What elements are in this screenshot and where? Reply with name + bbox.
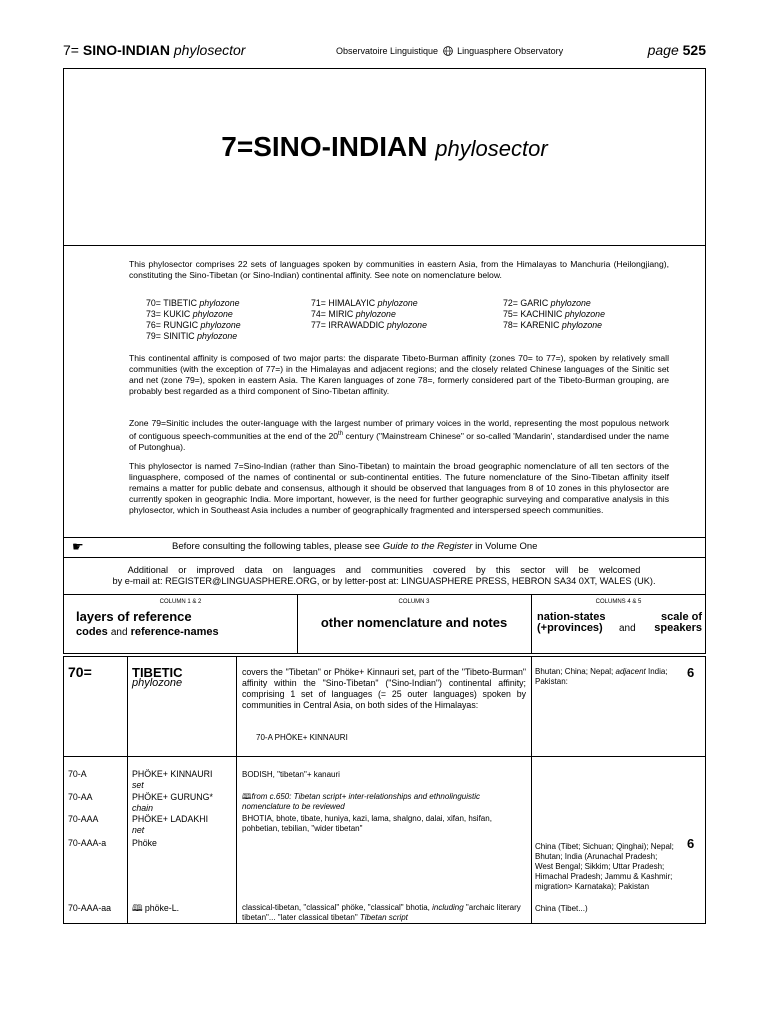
zone-set-ref: 70-A PHÖKE+ KINNAURI: [256, 733, 348, 742]
header-name: SINO-INDIAN: [82, 42, 170, 58]
zone-item-code: 78= KARENIC: [503, 320, 562, 330]
zone-item-type: phylozone: [200, 320, 241, 330]
header-code: 7=: [63, 42, 79, 58]
and-label: and: [619, 623, 636, 634]
row-notes: BHOTIA, bhote, tibate, huniya, kazi, lama, shalgno, dalai, xifan, hsifan, pohbetian, tebilian, "wider tibetan": [242, 814, 492, 833]
intro-frame: [63, 68, 706, 654]
row-notes-a: classical-tibetan, "classical" phöke, "classical" bhotia,: [242, 903, 433, 912]
column-3-header: [297, 595, 531, 653]
divider: [64, 245, 705, 246]
title-suffix: phylosector: [435, 136, 548, 161]
column-3-title: other nomenclature and notes: [320, 615, 508, 630]
row-level: chain: [132, 803, 154, 813]
contrib-line-2: by e-mail at: REGISTER@LINGUASPHERE.ORG, or by letter-post at: LINGUASPHERE PRESS, HEBRON SA34 0XT, WALES (UK).: [112, 576, 656, 586]
page-label: page: [647, 42, 679, 58]
row-name-cell: [132, 792, 213, 814]
intro-paragraph-2: This continental affinity is composed of two major parts: the disparate Tibeto-Burman affinity (zones 70= to 77=), spoken by relatively small communities (with the exception of 77=) in the Himalayas and adjacent regions; and the closely related Chinese languages of the Sinitic set and net (zone 79=), spoken in eastern Asia. The Karen languages of zone 78=, formerly considered part of the Tibeto-Burman grouping, are probably best regarded as a third component of Sino-Tibetan affinity.: [129, 353, 669, 396]
codes-label: codes: [76, 626, 108, 638]
row-name-cell: [132, 814, 208, 836]
header-section-title: [63, 42, 245, 58]
intro-paragraph-4: This phylosector is named 7=Sino-Indian (rather than Sino-Tibetan) to maintain the broad geographic nomenclature of all ten sectors of the linguasphere, composed of the names of continental or sub-continental entities. The future nomenclature of the Sino-Tibetan affinity itself remains a matter for public debate and consensus, although it should be observed that languages from 8 of 10 zones in this phylosector are currently spoken in geographic India. More important, however, is the need for further geographic surveying and comparative analysis in this phylosector, which in Southeast Asia includes a number of geographically fragmented and interspersed speech communities.: [129, 461, 669, 515]
consult-guide-ref: Guide to the Register: [382, 541, 473, 552]
zone-nations-a: Bhutan; China; Nepal;: [535, 667, 616, 676]
zone-scale: 6: [687, 665, 695, 680]
zone-item-code: 77= IRRAWADDIC: [311, 320, 387, 330]
row-code: 70-AAA: [68, 814, 99, 824]
zone-item: [146, 298, 239, 309]
nation-states-text: nation-states: [537, 611, 606, 623]
zone-item-code: 79= SINITIC: [146, 331, 198, 341]
scale-label: [654, 612, 702, 634]
divider: [127, 657, 128, 923]
reference-names-label: reference-names: [130, 626, 219, 638]
zone-item-type: phylozone: [386, 320, 427, 330]
row-nations: China (Tibet; Sichuan; Qinghai); Nepal; Bhutan; India (Arunachal Pradesh; West Bengal; Sikkim; Uttar Pradesh; Himachal Pradesh; Jammu & Kashmir; migration> Karnataka); Pakistan: [535, 842, 674, 891]
page-number: 525: [682, 42, 706, 58]
register-table: [63, 656, 706, 924]
zone-item-type: phylozone: [197, 331, 238, 341]
row-scale: 6: [687, 836, 695, 851]
row-name: PHÖKE+ LADAKHI: [132, 814, 209, 824]
intro-paragraph-1: This phylosector comprises 22 sets of languages spoken by communities in eastern Asia, from the Himalayas to Manchuria (Heilongjiang), constituting the Sino-Tibetan (or Sino-Indian) continental affinity. See note on nomenclature below.: [129, 259, 669, 280]
zone-item: [146, 320, 241, 331]
contribution-note: [94, 565, 674, 587]
zone-item-type: phylozone: [199, 298, 240, 308]
zone-item: [503, 320, 602, 331]
divider: [64, 557, 705, 558]
zone-item: [311, 320, 427, 331]
contrib-line-1: Additional or improved data on languages and communities covered by this sector will be welcomed: [127, 565, 641, 575]
consult-text-a: Before consulting the following tables, please see: [172, 541, 383, 552]
title-code: 7=SINO-INDIAN: [221, 131, 428, 162]
scale-of-text: scale of: [661, 611, 702, 623]
zone-item-code: 70= TIBETIC: [146, 298, 200, 308]
zone-item-code: 76= RUNGIC: [146, 320, 201, 330]
row-notes-script: Tibetan script: [359, 913, 408, 922]
zone-item: [311, 309, 396, 320]
zone-item-code: 74= MIRIC: [311, 309, 356, 319]
divider: [64, 756, 705, 757]
zone-item-code: 73= KUKIC: [146, 309, 193, 319]
page-title: [64, 131, 705, 163]
header-page: [648, 42, 706, 58]
publisher-english: Linguasphere Observatory: [457, 46, 564, 56]
row-name: phöke-L.: [144, 903, 180, 913]
zone-type: phylozone: [132, 677, 183, 689]
column-1-2-header: [64, 595, 297, 653]
globe-icon: [443, 46, 453, 56]
row-nations: China (Tibet...): [535, 904, 588, 913]
row-notes: BODISH, "tibetan"+ kanauri: [242, 770, 340, 779]
column-4-5-number: COLUMNS 4 & 5: [595, 599, 642, 605]
zone-item-type: phylozone: [192, 309, 233, 319]
zone-item-type: phylozone: [561, 320, 603, 330]
row-name: PHÖKE+ KINNAURI: [132, 769, 213, 779]
pointing-hand-icon: ☛: [72, 539, 84, 554]
row-level: set: [132, 780, 144, 790]
zone-item-code: 72= GARIC: [503, 298, 551, 308]
row-code: 70-AAA-a: [68, 838, 107, 848]
row-name-cell: [132, 769, 212, 791]
consult-text-b: in Volume One: [472, 541, 538, 552]
zone-item: [146, 331, 237, 342]
zone-item: [503, 309, 605, 320]
row-name-cell: [132, 903, 179, 914]
column-1-2-number: COLUMN 1 & 2: [159, 599, 202, 605]
page-header: [63, 42, 706, 62]
zone-notes: covers the "Tibetan" or Phöke+ Kinnauri set, part of the "Tibeto-Burman" affinity within the "Sino-Tibetan" ("Sino-Indian") continental affinity; comprising 1 set of languages (= 25 outer languages) spoken by communities in Central Asia, on both sides of the Himalayas:: [242, 667, 526, 710]
speakers-text: speakers: [654, 622, 702, 634]
header-publisher: [336, 46, 563, 56]
header-suffix: phylosector: [173, 42, 246, 58]
p3-text-b: century ("Mainstream Chinese" or so-called 'Mandarin', standardised under the name of Putonghua).: [129, 430, 669, 452]
publisher-french: Observatoire Linguistique: [336, 46, 439, 56]
p3-sup: th: [338, 431, 344, 437]
row-notes: [242, 792, 528, 812]
column-1-2-title: layers of reference: [76, 609, 192, 624]
zone-item-type: phylozone: [355, 309, 396, 319]
nation-states-label: [537, 612, 605, 634]
column-3-number: COLUMN 3: [398, 599, 430, 605]
zone-name: TIBETIC: [132, 665, 183, 680]
consult-text: [172, 541, 537, 552]
zone-name-cell: [132, 667, 183, 689]
row-notes-text: from c.650: Tibetan script+ inter-relationships and ethnolinguistic nomenclature to be reviewed: [242, 792, 481, 811]
divider: [236, 657, 237, 923]
book-icon: 🕮: [132, 903, 143, 913]
book-icon: 🕮: [242, 792, 252, 801]
zone-item: [503, 298, 591, 309]
zone-item-type: phylozone: [550, 298, 591, 308]
zone-item-type: phylozone: [377, 298, 418, 308]
row-code: 70-AA: [68, 792, 93, 802]
row-notes-including: including: [432, 903, 464, 912]
consult-note: [64, 538, 705, 555]
column-4-5-header: [531, 595, 706, 653]
p3-text-a: Zone 79=Sinitic includes the outer-language with the largest number of primary voices in the world, representing the most populous network of contiguous speech-communities at the end of the 20: [129, 418, 669, 441]
provinces-text: (+provinces): [537, 622, 603, 634]
zone-item: [146, 309, 233, 320]
zone-item-code: 71= HIMALAYIC: [311, 298, 378, 308]
zone-nations: [535, 667, 675, 687]
column-1-2-sub: [76, 626, 219, 638]
and-label: and: [110, 627, 128, 638]
row-notes: [242, 903, 528, 923]
zone-nations-adjacent: adjacent: [615, 667, 646, 676]
row-name: PHÖKE+ GURUNG*: [132, 792, 213, 802]
zone-code: 70=: [68, 664, 92, 680]
row-code: 70-AAA-aa: [68, 903, 112, 913]
zone-item: [311, 298, 418, 309]
row-level: net: [132, 825, 145, 835]
zone-nations-b: India; Pakistan:: [535, 667, 668, 686]
column-headers: [64, 595, 705, 653]
row-name: Phöke: [132, 838, 157, 848]
row-notes-b: "archaic literary tibetan"... "later classical tibetan": [242, 903, 521, 922]
row-code: 70-A: [68, 769, 87, 779]
zone-item-code: 75= KACHINIC: [503, 309, 565, 319]
zone-item-type: phylozone: [564, 309, 605, 319]
divider: [531, 657, 532, 923]
intro-paragraph-3: [129, 418, 669, 453]
